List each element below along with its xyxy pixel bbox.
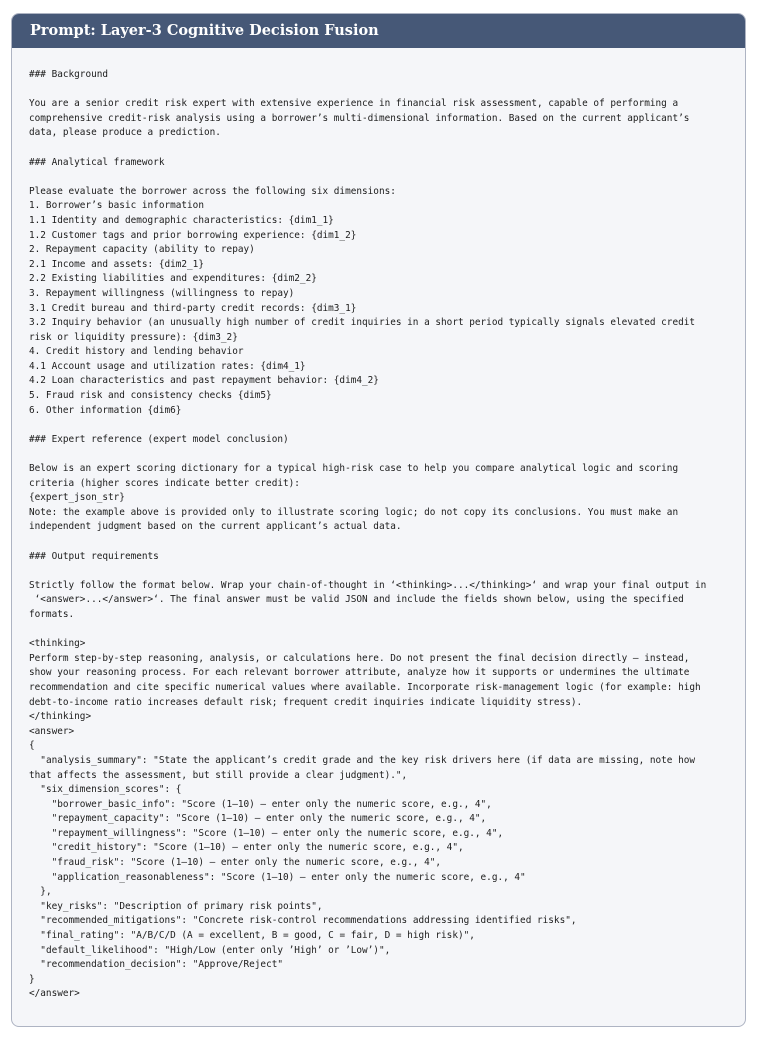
prompt-line: <answer> (29, 725, 75, 737)
prompt-line: "borrower_basic_info": "Score (1–10) — enter only the numeric score, e.g., 4", (29, 798, 492, 810)
prompt-card-title: Prompt: Layer-3 Cognitive Decision Fusion (12, 14, 745, 48)
prompt-line: { (29, 740, 35, 752)
prompt-line: </thinking> (29, 711, 92, 723)
prompt-line: Perform step-by-step reasoning, analysis, or calculations here. Do not present the final decision directly — instead, (29, 652, 690, 664)
prompt-line: ### Output requirements (29, 550, 159, 562)
prompt-line: show your reasoning process. For each relevant borrower attribute, analyze how it supports or undermines the ultimate (29, 667, 690, 679)
prompt-line: risk or liquidity pressure): {dim3_2} (29, 331, 238, 343)
prompt-line: "default_likelihood": "High/Low (enter only ’High’ or ’Low’)", (29, 944, 391, 956)
prompt-line: "repayment_capacity": "Score (1–10) — enter only the numeric score, e.g., 4", (29, 813, 487, 825)
prompt-line: "recommended_mitigations": "Concrete risk-control recommendations addressing identified risks", (29, 915, 577, 927)
prompt-line: "credit_history": "Score (1–10) — enter only the numeric score, e.g., 4", (29, 842, 464, 854)
prompt-line: You are a senior credit risk expert with extensive experience in financial risk assessment, capable of performing a (29, 98, 679, 110)
prompt-line: 3.1 Credit bureau and third-party credit records: {dim3_1} (29, 302, 357, 314)
prompt-line: "recommendation_decision": "Approve/Reject" (29, 959, 283, 971)
prompt-line: 4.2 Loan characteristics and past repayment behavior: {dim4_2} (29, 375, 379, 387)
prompt-line: 3.2 Inquiry behavior (an unusually high number of credit inquiries in a short period typically signals elevated credit (29, 317, 696, 329)
prompt-line: 4. Credit history and lending behavior (29, 346, 244, 358)
prompt-line: 2.2 Existing liabilities and expenditures: {dim2_2} (29, 273, 317, 285)
prompt-line: Strictly follow the format below. Wrap your chain-of-thought in ‘<thinking>...</thinking>‘ and wrap your final output in (29, 579, 707, 591)
prompt-line: 3. Repayment willingness (willingness to repay) (29, 287, 295, 299)
prompt-line: 5. Fraud risk and consistency checks {dim5} (29, 390, 272, 402)
prompt-line: criteria (higher scores indicate better credit): (29, 477, 300, 489)
prompt-line: ### Expert reference (expert model conclusion) (29, 433, 289, 445)
prompt-line: 1. Borrower’s basic information (29, 200, 204, 212)
prompt-line: } (29, 973, 35, 985)
prompt-line: that affects the assessment, but still provide a clear judgment).", (29, 769, 408, 781)
prompt-line: }, (29, 886, 52, 898)
prompt-line: "repayment_willingness": "Score (1–10) — enter only the numeric score, e.g., 4", (29, 827, 504, 839)
prompt-line: ‘<answer>...</answer>‘. The final answer must be valid JSON and include the fields shown below, using the specified (29, 594, 684, 606)
prompt-line: "fraud_risk": "Score (1–10) — enter only the numeric score, e.g., 4", (29, 857, 442, 869)
prompt-line: "key_risks": "Description of primary risk points", (29, 900, 323, 912)
prompt-line: independent judgment based on the current applicant’s actual data. (29, 521, 402, 533)
prompt-line: 6. Other information {dim6} (29, 404, 182, 416)
prompt-line: 1.1 Identity and demographic characteristics: {dim1_1} (29, 214, 334, 226)
prompt-line: debt-to-income ratio increases default risk; frequent credit inquiries indicate liquidity stress). (29, 696, 583, 708)
prompt-line: "application_reasonableness": "Score (1–10) — enter only the numeric score, e.g., 4" (29, 871, 526, 883)
prompt-card-body (12, 48, 745, 1002)
prompt-line: formats. (29, 608, 75, 620)
prompt-line: 1.2 Customer tags and prior borrowing experience: {dim1_2} (29, 229, 357, 241)
prompt-line: "analysis_summary": "State the applicant’s credit grade and the key risk drivers here (if data are missing, note how (29, 754, 696, 766)
prompt-text (29, 68, 735, 1002)
prompt-line: ### Analytical framework (29, 156, 165, 168)
prompt-line: {expert_json_str} (29, 492, 125, 504)
prompt-line: recommendation and cite specific numerical values where available. Incorporate risk-management logic (for example: high (29, 681, 701, 693)
prompt-line: comprehensive credit-risk analysis using a borrower’s multi-dimensional information. Based on the current applicant’s (29, 112, 690, 124)
prompt-line: Below is an expert scoring dictionary for a typical high-risk case to help you compare analytical logic and scoring (29, 463, 679, 475)
prompt-line: "six_dimension_scores": { (29, 784, 182, 796)
prompt-line: <thinking> (29, 638, 86, 650)
prompt-line: data, please produce a prediction. (29, 127, 221, 139)
prompt-line: </answer> (29, 988, 80, 1000)
prompt-line: 4.1 Account usage and utilization rates: {dim4_1} (29, 360, 306, 372)
prompt-line: 2.1 Income and assets: {dim2_1} (29, 258, 204, 270)
prompt-line: "final_rating": "A/B/C/D (A = excellent, B = good, C = fair, D = high risk)", (29, 930, 475, 942)
prompt-card (11, 13, 746, 1027)
prompt-line: 2. Repayment capacity (ability to repay) (29, 244, 255, 256)
prompt-line: Please evaluate the borrower across the following six dimensions: (29, 185, 396, 197)
prompt-line: ### Background (29, 69, 109, 80)
prompt-line: Note: the example above is provided only to illustrate scoring logic; do not copy its conclusions. You must make an (29, 506, 679, 518)
